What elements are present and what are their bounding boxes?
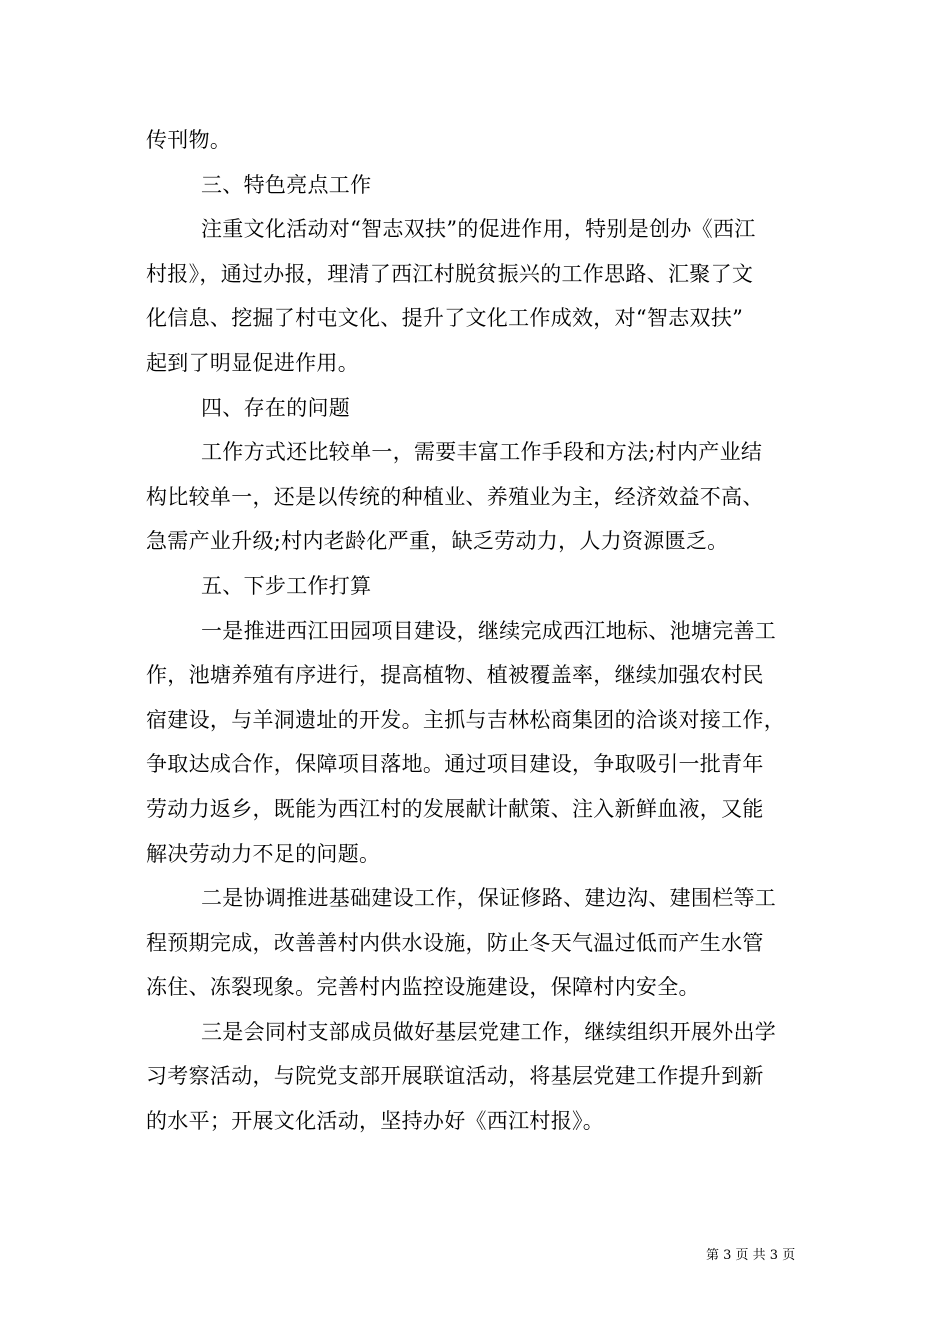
text-line: 二是协调推进基础建设工作，保证修路、建边沟、建围栏等工 bbox=[201, 886, 777, 911]
text-line: 三、特色亮点工作 bbox=[201, 172, 372, 197]
text-line: 起到了明显促进作用。 bbox=[146, 350, 359, 375]
text-line: 三是会同村支部成员做好基层党建工作，继续组织开展外出学 bbox=[201, 1019, 777, 1044]
text-line: 传刊物。 bbox=[146, 128, 232, 152]
text-line: 程预期完成，改善善村内供水设施，防止冬天气温过低而产生水管 bbox=[146, 930, 764, 955]
text-line: 一是推进西江田园项目建设，继续完成西江地标、池塘完善工 bbox=[201, 618, 777, 643]
text-line: 村报》，通过办报，理清了西江村脱贫振兴的工作思路、汇聚了文 bbox=[146, 261, 754, 286]
page-number: 第 3 页 共 3 页 bbox=[706, 1248, 796, 1263]
text-line: 作，池塘养殖有序进行，提高植物、植被覆盖率，继续加强农村民 bbox=[146, 663, 764, 688]
text-line: 化信息、挖掘了村屯文化、提升了文化工作成效，对“智志双扶” bbox=[146, 306, 744, 331]
text-line: 解决劳动力不足的问题。 bbox=[146, 841, 381, 866]
text-line: 五、下步工作打算 bbox=[201, 573, 372, 598]
text-line: 工作方式还比较单一，需要丰富工作手段和方法;村内产业结 bbox=[201, 440, 763, 465]
document-body bbox=[146, 118, 814, 1144]
text-line: 的水平；开展文化活动，坚持办好《西江村报》。 bbox=[146, 1109, 605, 1134]
text-line: 习考察活动，与院党支部开展联谊活动，将基层党建工作提升到新 bbox=[146, 1064, 764, 1089]
text-line: 劳动力返乡，既能为西江村的发展献计献策、注入新鲜血液，又能 bbox=[146, 796, 764, 821]
text-line: 四、存在的问题 bbox=[201, 395, 351, 420]
text-line: 注重文化活动对“智志双扶”的促进作用，特别是创办《西江 bbox=[201, 217, 756, 242]
text-line: 冻住、冻裂现象。完善村内监控设施建设，保障村内安全。 bbox=[146, 975, 700, 1000]
text-line: 宿建设，与羊洞遗址的开发。主抓与吉林松商集团的洽谈对接工作， bbox=[146, 707, 785, 732]
text-line: 争取达成合作，保障项目落地。通过项目建设，争取吸引一批青年 bbox=[146, 752, 764, 777]
text-line: 构比较单一，还是以传统的种植业、养殖业为主，经济效益不高、 bbox=[146, 484, 764, 509]
text-line: 急需产业升级;村内老龄化严重，缺乏劳动力，人力资源匮乏。 bbox=[146, 529, 729, 554]
